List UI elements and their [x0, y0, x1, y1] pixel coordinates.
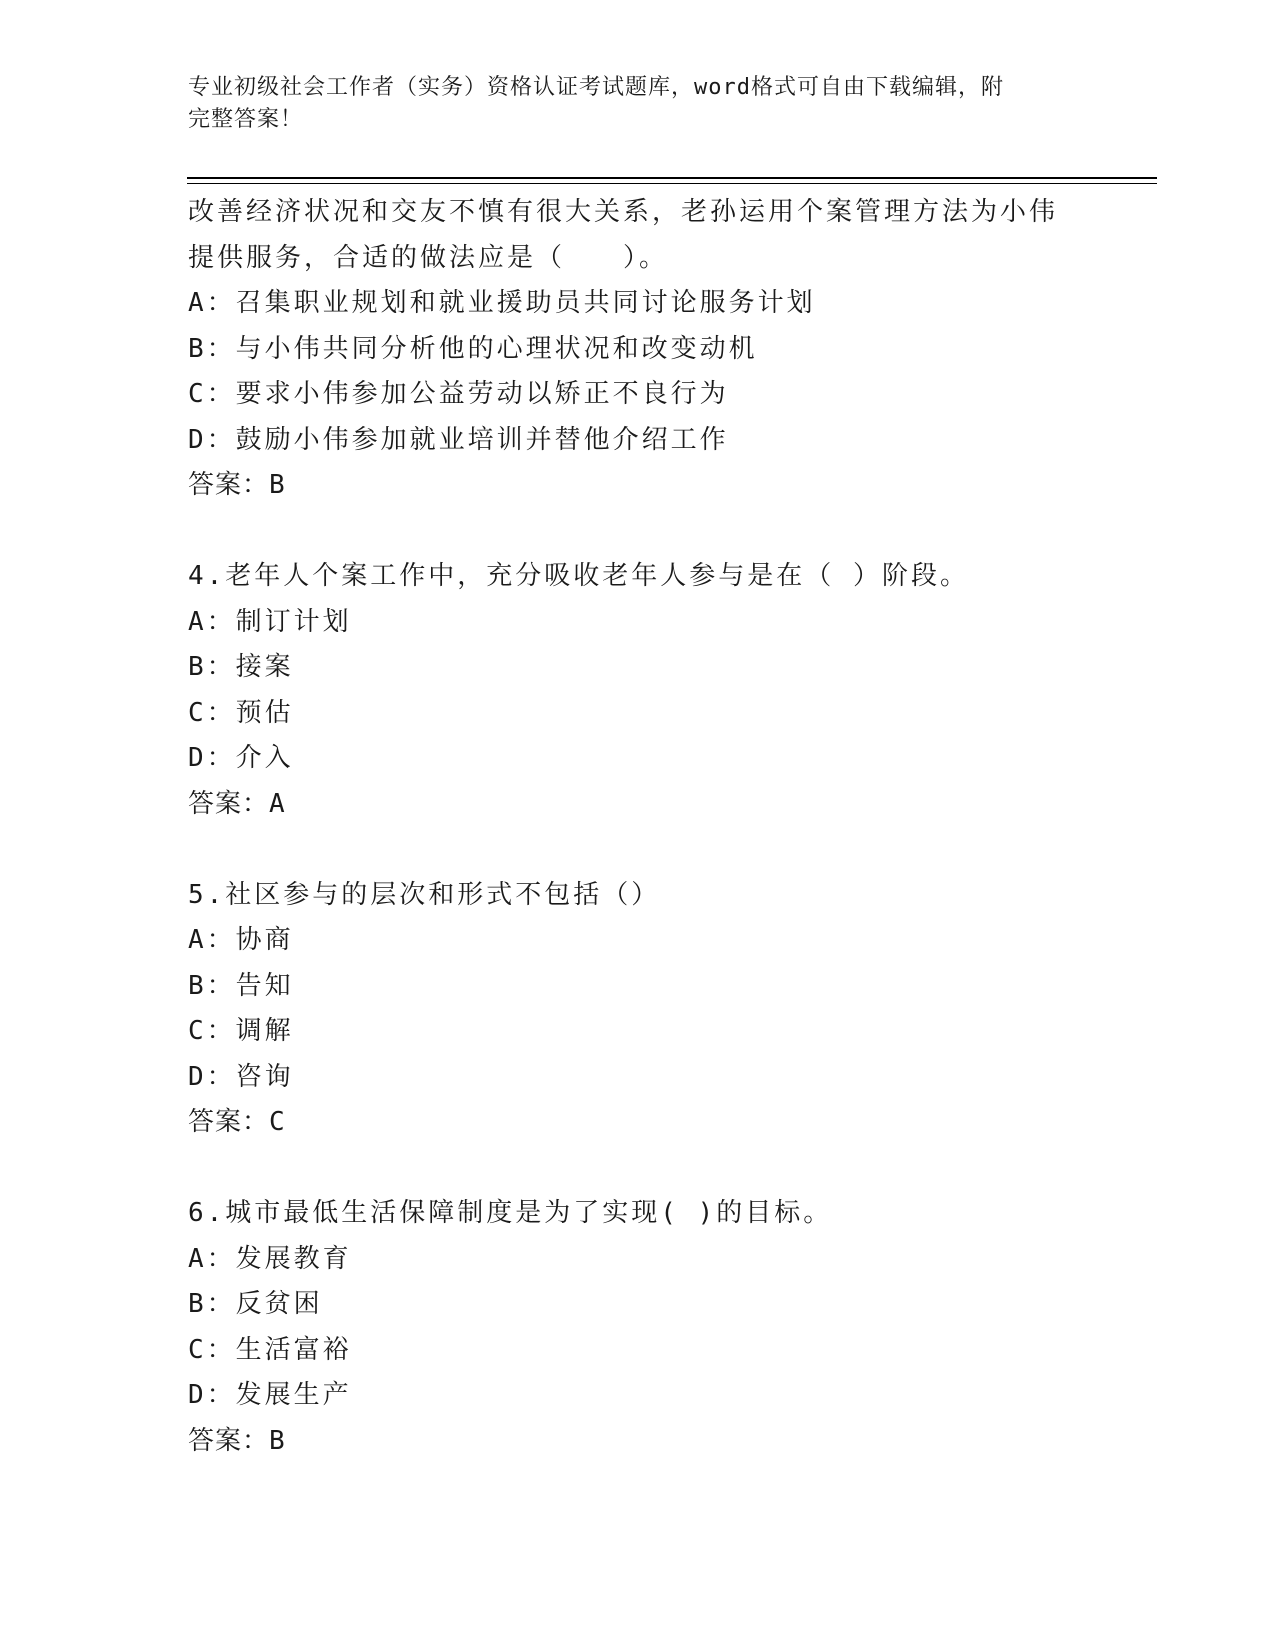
option-d: D：鼓励小伟参加就业培训并替他介绍工作 — [188, 424, 729, 455]
question-3 — [188, 190, 1148, 509]
answer: 答案：C — [188, 1107, 286, 1137]
answer: 答案：B — [188, 470, 286, 500]
document-header — [188, 72, 1088, 136]
option-c: C：要求小伟参加公益劳动以矫正不良行为 — [188, 379, 729, 409]
option-b: B：与小伟共同分析他的心理状况和改变动机 — [188, 333, 758, 364]
option-b: B：告知 — [188, 970, 294, 1001]
option-c: C：预估 — [188, 697, 294, 728]
option-a: A：召集职业规划和就业援助员共同讨论服务计划 — [188, 288, 816, 318]
option-d: D：介入 — [188, 743, 294, 773]
question-4 — [188, 554, 1148, 827]
option-d: D：发展生产 — [188, 1380, 352, 1410]
spacer — [188, 827, 1148, 873]
option-a: A：制订计划 — [188, 606, 352, 637]
question-stem: 改善经济状况和交友不慎有很大关系，老孙运用个案管理方法为小伟 — [188, 197, 1059, 227]
question-6 — [188, 1191, 1148, 1464]
header-line-1: 专业初级社会工作者（实务）资格认证考试题库，word格式可自由下载编辑，附 — [188, 75, 1004, 100]
question-5 — [188, 873, 1148, 1146]
option-a: A：发展教育 — [188, 1243, 352, 1274]
option-b: B：反贫困 — [188, 1289, 323, 1319]
option-c: C：生活富裕 — [188, 1334, 352, 1365]
header-divider-thin — [187, 183, 1157, 184]
option-c: C：调解 — [188, 1016, 294, 1046]
answer: 答案：B — [188, 1425, 286, 1456]
question-stem: 6.城市最低生活保障制度是为了实现( )的目标。 — [188, 1198, 833, 1228]
option-a: A：协商 — [188, 925, 294, 955]
question-list — [188, 190, 1148, 1464]
question-stem: 5.社区参与的层次和形式不包括（） — [188, 879, 661, 910]
question-stem: 4.老年人个案工作中，充分吸收老年人参与是在（ ）阶段。 — [188, 561, 969, 591]
header-line-2: 完整答案！ — [188, 107, 304, 132]
spacer — [188, 1146, 1148, 1192]
question-stem: 提供服务，合适的做法应是（ ）。 — [188, 242, 669, 273]
option-d: D：咨询 — [188, 1061, 294, 1092]
spacer — [188, 509, 1148, 555]
header-divider-thick — [187, 177, 1157, 179]
answer: 答案：A — [188, 788, 286, 819]
option-b: B：接案 — [188, 652, 294, 682]
